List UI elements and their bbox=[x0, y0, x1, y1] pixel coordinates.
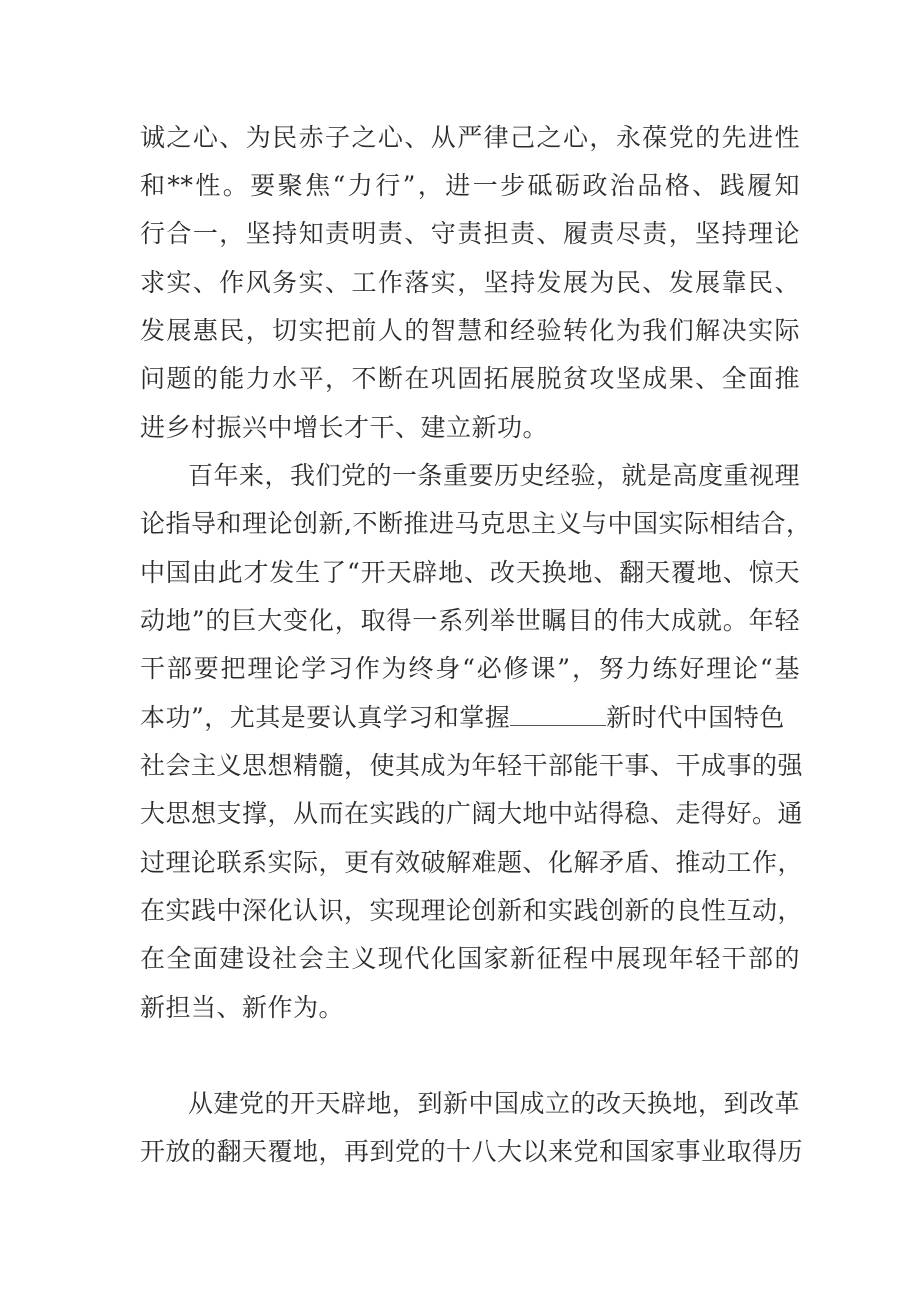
p1-line-5: 发展惠民，切实把前人的智慧和经验转化为我们解决实际 bbox=[140, 316, 800, 345]
p2-line-5: 干部要把理论学习作为终身“必修课”，努力练好理论“基 bbox=[140, 654, 800, 683]
p1-line-4: 求实、作风务实、工作落实，坚持发展为民、发展靠民、 bbox=[140, 268, 800, 297]
p2-line-6-end: 新时代中国特色 bbox=[606, 703, 785, 732]
p2-line-6-start: 本功”，尤其是要认真学习和掌握 bbox=[140, 703, 511, 732]
p2-line-1: 百年来，我们党的一条重要历史经验，就是高度重视理 bbox=[188, 461, 801, 490]
p1-line-2: 和**性。要聚焦“力行”，进一步砥砺政治品格、践履知 bbox=[140, 171, 800, 200]
p2-line-9: 过理论联系实际，更有效破解难题、化解矛盾、推动工作， bbox=[140, 848, 804, 877]
p1-line-7: 进乡村振兴中增长才干、建立新功。 bbox=[140, 413, 549, 442]
p2-line-6 bbox=[140, 703, 800, 733]
p2-line-3: 中国由此才发生了“开天辟地、改天换地、翻天覆地、惊天 bbox=[140, 558, 800, 587]
p2-line-7: 社会主义思想精髓，使其成为年轻干部能干事、干成事的强 bbox=[140, 751, 804, 780]
p2-line-11: 在全面建设社会主义现代化国家新征程中展现年轻干部的 bbox=[140, 944, 800, 973]
p1-line-1: 诚之心、为民赤子之心、从严律己之心，永葆党的先进性 bbox=[140, 123, 800, 152]
p2-line-4: 动地”的巨大变化，取得一系列举世瞩目的伟大成就。年轻 bbox=[140, 606, 800, 635]
p2-line-12: 新担当、新作为。 bbox=[140, 993, 345, 1022]
p1-line-3: 行合一，坚持知责明责、守责担责、履责尽责，坚持理论 bbox=[140, 219, 800, 248]
p3-line-1: 从建党的开天辟地，到新中国成立的改天换地，到改革 bbox=[188, 1089, 801, 1118]
fill-in-blank bbox=[510, 703, 606, 726]
p3-line-2: 开放的翻天覆地，再到党的十八大以来党和国家事业取得历 bbox=[140, 1137, 804, 1166]
p2-line-2: 论指导和理论创新,不断推进马克思主义与中国实际相结合， bbox=[140, 509, 812, 538]
p1-line-6: 问题的能力水平，不断在巩固拓展脱贫攻坚成果、全面推 bbox=[140, 364, 800, 393]
p2-line-8: 大思想支撑，从而在实践的广阔大地中站得稳、走得好。通 bbox=[140, 799, 804, 828]
p2-line-10: 在实践中深化认识，实现理论创新和实践创新的良性互动， bbox=[140, 896, 804, 925]
